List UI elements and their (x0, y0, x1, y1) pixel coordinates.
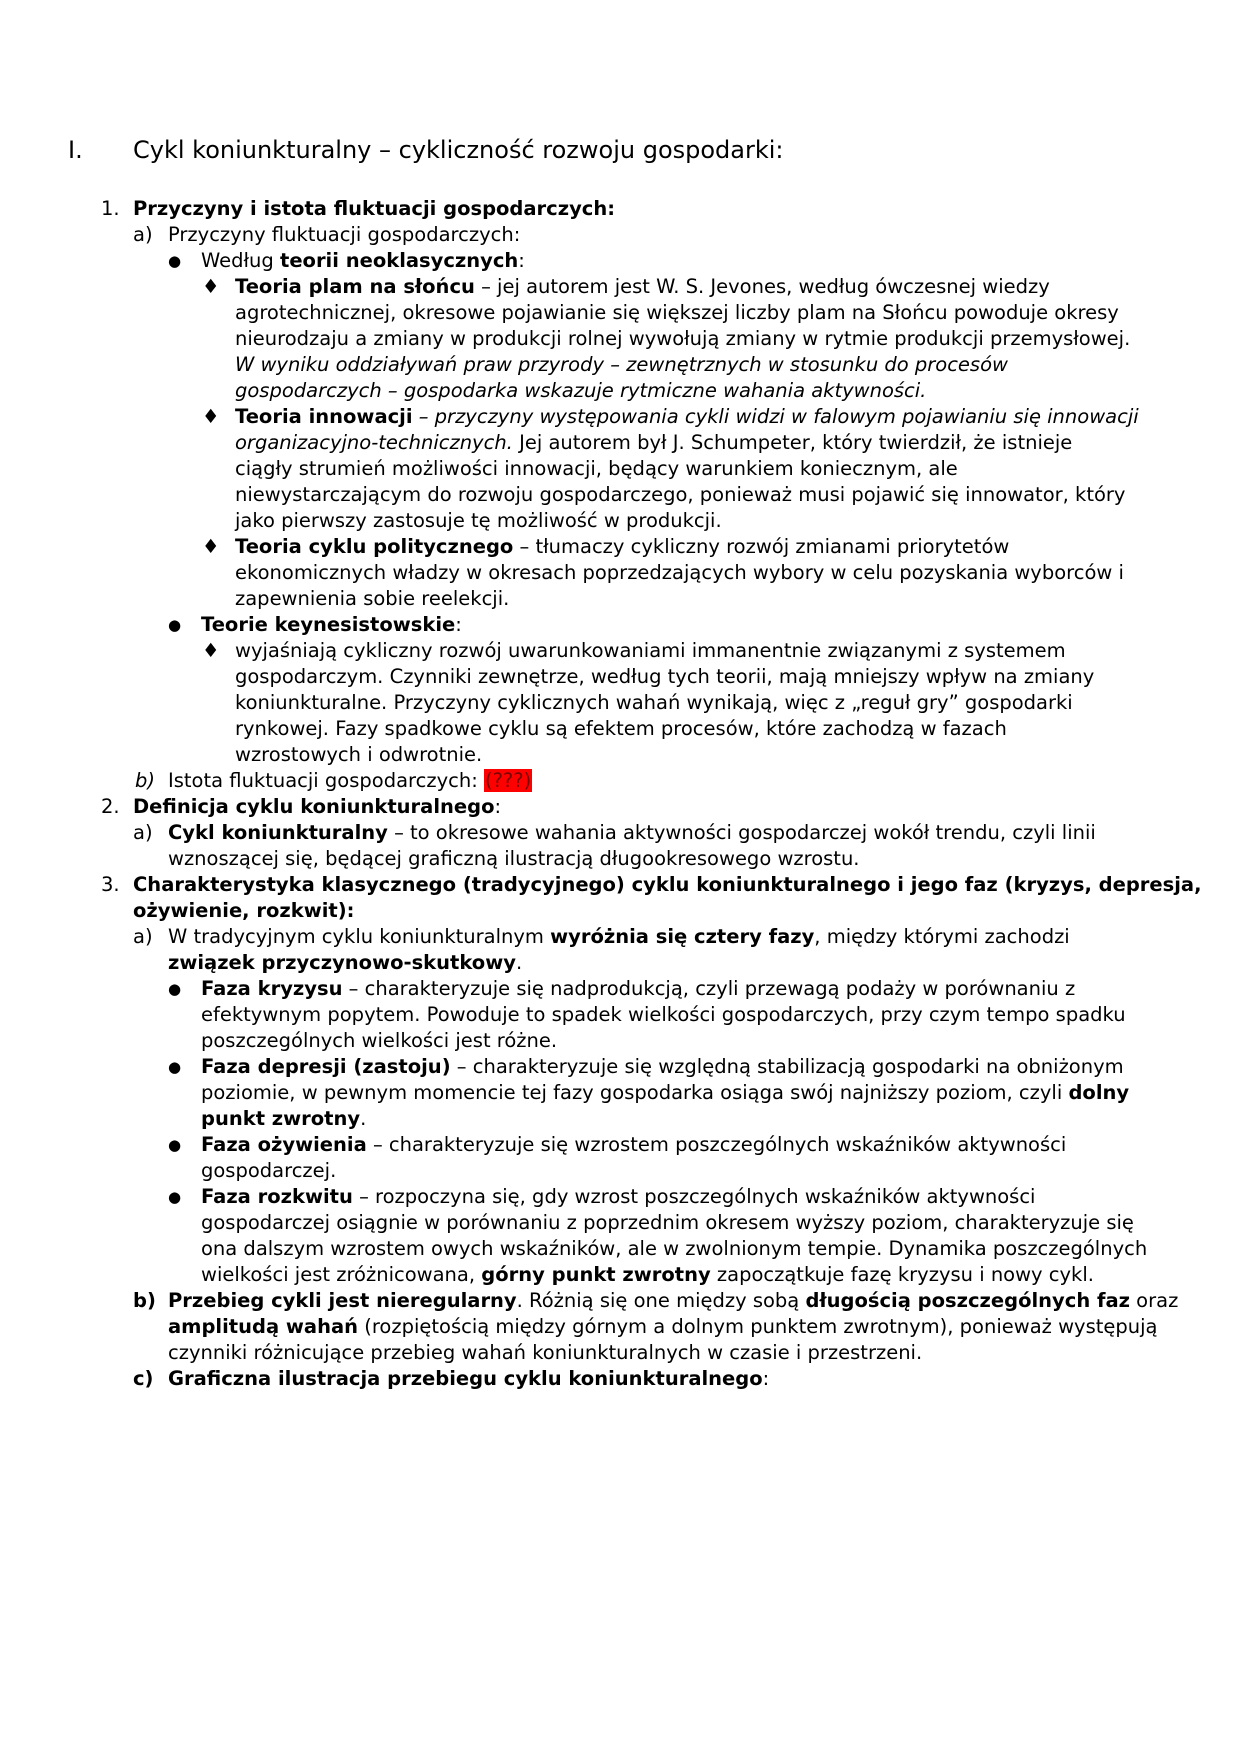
s2-a-marker: a) (133, 821, 153, 844)
heading-title: Cykl koniunkturalny – cykliczność rozwoju gospodarki: (133, 136, 784, 164)
s3-a-line1: W tradycyjnym cyklu koniunkturalnym wyróżnia się cztery fazy, między którymi zachodzi (168, 925, 1070, 948)
s3-b-line1: Przebieg cykli jest nieregularny. Różnią się one między sobą długością poszczególnych faz oraz (168, 1289, 1179, 1312)
theory-political-line1: Teoria cyklu politycznego – tłumaczy cykliczny rozwój zmianami priorytetów (235, 535, 1010, 558)
s3-b-line2: amplitudą wahań (rozpiętością między górnym a dolnym punktem zwrotnym), ponieważ występują (168, 1315, 1158, 1338)
diamond-icon: ♦ (202, 639, 220, 662)
phase-boom-line2: gospodarczej osiągnie w porównaniu z poprzednim okresem wyższy poziom, charakteryzuje się (201, 1211, 1134, 1234)
diamond-icon: ♦ (202, 535, 220, 558)
s3-a-line2: związek przyczynowo-skutkowy. (168, 951, 523, 974)
keynesian-line4: rynkowej. Fazy spadkowe cyklu są efektem procesów, które zachodzą w fazach (235, 717, 1007, 740)
phase-depression-line3: punkt zwrotny. (201, 1107, 367, 1130)
keynesian-item: Teorie keynesistowskie: (201, 613, 462, 636)
phase-boom-line3: ona dalszym wzrostem owych wskaźników, ale w zwolnionym tempie. Dynamika poszczególnych (201, 1237, 1148, 1260)
s1-a-text: Przyczyny fluktuacji gospodarczych: (168, 223, 521, 246)
theory-sunspots-line3: nieurodzaju a zmiany w produkcji rolnej wywołują zmiany w rytmie produkcji przemysłowej. (235, 327, 1131, 350)
s3-title-line1: Charakterystyka klasycznego (tradycyjnego) cyklu koniunkturalnego i jego faz (kryzys, depresja, (133, 873, 1202, 896)
phase-depression-line1: Faza depresji (zastoju) – charakteryzuje się względną stabilizacją gospodarki na obniżonym (201, 1055, 1124, 1078)
theory-sunspots-line1: Teoria plam na słońcu – jej autorem jest W. S. Jevones, według ówczesnej wiedzy (235, 275, 1050, 298)
bullet-icon: ● (168, 252, 182, 270)
s1-b-marker: b) (135, 769, 155, 792)
s2-title: Definicja cyklu koniunkturalnego: (133, 795, 502, 818)
phase-crisis-line2: efektywnym popytem. Powoduje to spadek wielkości gospodarczych, przy czym tempo spadku (201, 1003, 1126, 1026)
theory-political-line2: ekonomicznych władzy w okresach poprzedzających wybory w celu pozyskania wyborców i (235, 561, 1124, 584)
s3-c-line1: Graficzna ilustracja przebiegu cyklu koniunkturalnego: (168, 1367, 770, 1390)
s1-title: Przyczyny i istota fluktuacji gospodarczych: (133, 197, 616, 220)
s3-title-line2: ożywienie, rozkwit): (133, 899, 355, 922)
keynesian-line1: wyjaśniają cykliczny rozwój uwarunkowaniami immanentnie związanymi z systemem (235, 639, 1066, 662)
phase-recovery-line2: gospodarczej. (201, 1159, 337, 1182)
s2-a-line1: Cykl koniunkturalny – to okresowe wahania aktywności gospodarczej wokół trendu, czyli linii (168, 821, 1096, 844)
s3-b-line3: czynniki różnicujące przebieg wahań koniunkturalnych w czasie i przestrzeni. (168, 1341, 923, 1364)
keynesian-line3: koniunkturalne. Przyczyny cyklicznych wahań wynikają, więc z „reguł gry” gospodarki (235, 691, 1073, 714)
theory-innovation-line4: niewystarczającym do rozwoju gospodarczego, ponieważ musi pojawić się innowator, który (235, 483, 1126, 506)
phase-recovery-line1: Faza ożywienia – charakteryzuje się wzrostem poszczególnych wskaźników aktywności (201, 1133, 1067, 1156)
s1-a-marker: a) (133, 223, 153, 246)
keynesian-line5: wzrostowych i odwrotnie. (235, 743, 483, 766)
s2-marker: 2. (101, 795, 120, 818)
diamond-icon: ♦ (202, 405, 220, 428)
theory-innovation-line5: jako pierwszy zastosuje tę możliwość w produkcji. (235, 509, 722, 532)
s3-a-marker: a) (133, 925, 153, 948)
s3-b-marker: b) (133, 1289, 156, 1312)
highlight-question: (???) (484, 769, 532, 792)
phase-crisis-line3: poszczególnych wielkości jest różne. (201, 1029, 558, 1052)
s3-c-marker: c) (133, 1367, 154, 1390)
diamond-icon: ♦ (202, 275, 220, 298)
bullet-icon: ● (168, 1058, 182, 1076)
phase-boom-line4: wielkości jest zróżnicowana, górny punkt zwrotny zapoczątkuje fazę kryzysu i nowy cykl. (201, 1263, 1094, 1286)
theory-innovation-line2: organizacyjno-technicznych. Jej autorem był J. Schumpeter, który twierdził, że istnieje (235, 431, 1073, 454)
s1-b-text: Istota fluktuacji gospodarczych: (???) (168, 769, 532, 792)
theory-innovation-line3: ciągły strumień możliwości innowacji, będący warunkiem koniecznym, ale (235, 457, 958, 480)
neoclassical-item: Według teorii neoklasycznych: (201, 249, 525, 272)
s1-marker: 1. (101, 197, 120, 220)
theory-sunspots-line5: gospodarczych – gospodarka wskazuje rytmiczne wahania aktywności. (235, 379, 927, 402)
bullet-icon: ● (168, 1136, 182, 1154)
phase-depression-line2: poziomie, w pewnym momencie tej fazy gospodarka osiąga swój najniższy poziom, czyli dolny (201, 1081, 1130, 1104)
bullet-icon: ● (168, 980, 182, 998)
bullet-icon: ● (168, 616, 182, 634)
theory-innovation-line1: Teoria innowacji – przyczyny występowania cykli widzi w falowym pojawianiu się innowacji (235, 405, 1139, 428)
bullet-icon: ● (168, 1188, 182, 1206)
heading-marker: I. (68, 136, 83, 164)
theory-political-line3: zapewnienia sobie reelekcji. (235, 587, 510, 610)
theory-sunspots-line4: W wyniku oddziaływań praw przyrody – zewnętrznych w stosunku do procesów (235, 353, 1008, 376)
theory-sunspots-line2: agrotechnicznej, okresowe pojawianie się większej liczby plam na Słońcu powoduje okresy (235, 301, 1119, 324)
s3-marker: 3. (101, 873, 120, 896)
s2-a-line2: wznoszącej się, będącej graficzną ilustracją długookresowego wzrostu. (168, 847, 860, 870)
phase-crisis-line1: Faza kryzysu – charakteryzuje się nadprodukcją, czyli przewagą podaży w porównaniu z (201, 977, 1076, 1000)
keynesian-line2: gospodarczym. Czynniki zewnętrze, według tych teorii, mają mniejszy wpływ na zmiany (235, 665, 1095, 688)
phase-boom-line1: Faza rozkwitu – rozpoczyna się, gdy wzrost poszczególnych wskaźników aktywności (201, 1185, 1036, 1208)
